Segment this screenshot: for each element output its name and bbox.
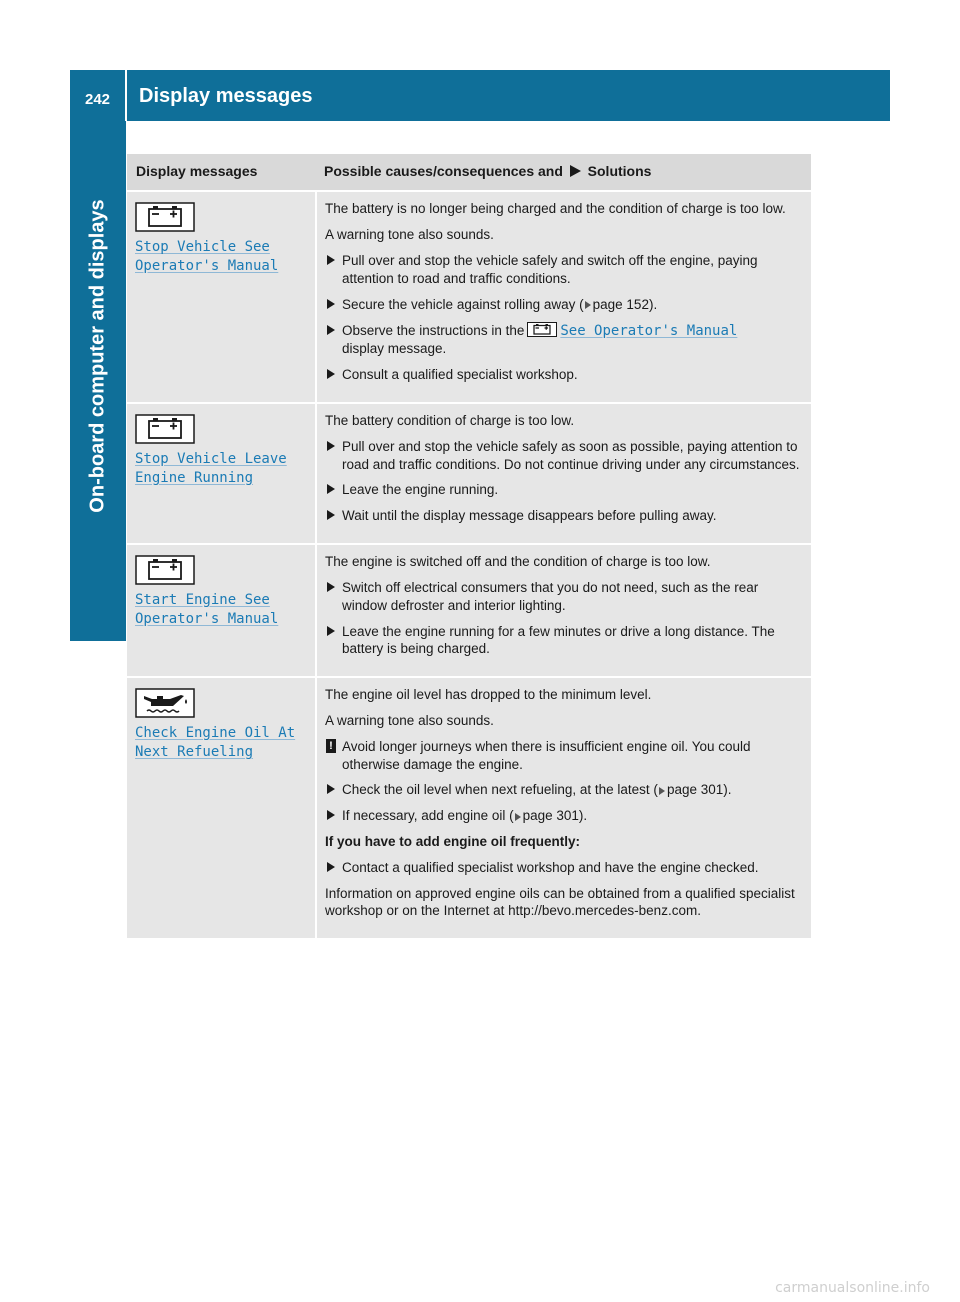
display-message-line: Operator's Manual [135,611,279,627]
display-message-line: Check Engine Oil At [135,725,296,742]
solutions-cell [316,677,811,939]
solution-step [325,579,803,615]
message-cell [127,677,316,939]
display-message-line: Stop Vehicle See [135,239,270,256]
watermark: carmanualsonline.info [775,1280,930,1296]
solution-step [325,807,803,825]
cause-text: The engine is switched off and the condition of charge is too low. [325,554,711,570]
step-arrow-icon [327,484,335,494]
step-text: display message. [342,341,447,357]
cause-text: The engine oil level has dropped to the minimum level. [325,687,652,703]
page-header [70,70,890,121]
table-row [127,544,811,677]
cause-text: The battery is no longer being charged and the condition of charge is too low. [325,201,786,217]
step-arrow-icon [327,441,335,451]
solution-step [325,296,803,314]
display-message-text [135,724,307,762]
step-text: Leave the engine running for a few minutes or drive a long distance. The battery is being charged. [342,623,775,657]
step-text: Switch off electrical consumers that you do not need, such as the rear window defroster and interior lighting. [342,579,759,613]
step-arrow-icon [327,810,335,820]
side-tab-label: On-board computer and displays [86,199,109,513]
col-header-solutions-text: Possible causes/consequences and [324,163,563,179]
step-arrow-icon [327,582,335,592]
page-number: 242 [84,91,111,108]
info-text: Information on approved engine oils can be obtained from a qualified specialist workshop or on the Internet at http://bevo.mercedes-benz.com. [325,885,795,919]
solutions-cell [316,544,811,677]
display-message-text [135,450,307,488]
step-text: Check the oil level when next refueling, at the latest ( [342,782,658,798]
step-arrow-icon [327,325,335,335]
display-message-line: Operator's Manual [135,258,279,275]
cause-text: A warning tone also sounds. [325,712,494,728]
table-row [127,191,811,403]
warning-text: Avoid longer journeys when there is insufficient engine oil. You could otherwise damage the engine. [342,738,751,772]
solution-arrow-icon [570,165,581,177]
step-text: Pull over and stop the vehicle safely and switch off the engine, paying attention to road and traffic conditions. [342,253,758,286]
col-header-solutions [316,154,811,191]
page-ref-arrow-icon [515,813,521,821]
step-text: Consult a qualified specialist workshop. [342,367,578,383]
display-message-line: Next Refueling [135,744,254,761]
warning-note [325,738,803,774]
page-ref-arrow-icon [585,301,591,309]
page-reference-link[interactable]: page 301 [666,782,724,798]
cause-text: The battery condition of charge is too low. [325,413,575,429]
solutions-cell [316,191,811,403]
battery-icon [135,555,195,585]
step-arrow-icon [327,862,335,872]
subheading: If you have to add engine oil frequently: [325,834,581,850]
solution-step [325,366,803,384]
cause-text: A warning tone also sounds. [325,227,494,243]
step-text: Wait until the display message disappears before pulling away. [342,508,717,524]
message-cell [127,544,316,677]
warning-icon: ! [326,739,336,753]
step-text: If necessary, add engine oil ( [342,808,514,824]
display-message-reference: See Operator's Manual [560,322,738,339]
col-header-messages: Display messages [127,154,316,191]
solution-step [325,623,803,659]
col-header-solutions-suffix: Solutions [587,163,652,179]
page-title: Display messages [139,85,313,107]
table-row [127,677,811,939]
step-text: Pull over and stop the vehicle safely as soon as possible, paying attention to road and traffic conditions. Do not continue driving under any circumstances. [342,438,800,472]
step-arrow-icon [327,299,335,309]
table-header-row [127,154,811,191]
solution-step [325,507,803,525]
step-arrow-icon [327,255,335,265]
battery-icon [135,414,195,444]
solution-step [325,481,803,499]
solution-step [325,252,803,288]
solutions-cell [316,403,811,544]
step-text: ). [578,808,588,824]
page-reference-link[interactable]: page 152 [592,296,649,312]
message-cell [127,403,316,544]
step-arrow-icon [327,369,335,379]
display-message-line: Start Engine See [135,592,270,609]
display-message-text [135,238,307,276]
oil-can-icon [135,688,195,718]
side-tab-label-wrap [70,121,126,591]
display-messages-table [127,154,811,940]
battery-icon [527,322,557,337]
step-text: ). [723,782,732,798]
step-text: ). [648,296,658,312]
table-row [127,403,811,544]
step-text: Contact a qualified specialist workshop and have the engine checked. [342,859,759,875]
solution-step [325,438,803,474]
solution-step [325,859,803,877]
page-reference-link[interactable]: page 301 [522,808,579,824]
step-text: Leave the engine running. [342,482,499,498]
step-text: Observe the instructions in the [342,322,525,338]
message-cell [127,191,316,403]
solution-step [325,322,803,359]
step-arrow-icon [327,626,335,636]
battery-icon [135,202,195,232]
step-arrow-icon [327,784,335,794]
solution-step [325,781,803,799]
display-message-line: Engine Running [135,469,254,486]
step-text: Secure the vehicle against rolling away ( [342,296,584,312]
display-message-text [135,591,307,629]
page-ref-arrow-icon [659,787,665,795]
display-message-line: Stop Vehicle Leave [135,451,287,468]
step-arrow-icon [327,510,335,520]
